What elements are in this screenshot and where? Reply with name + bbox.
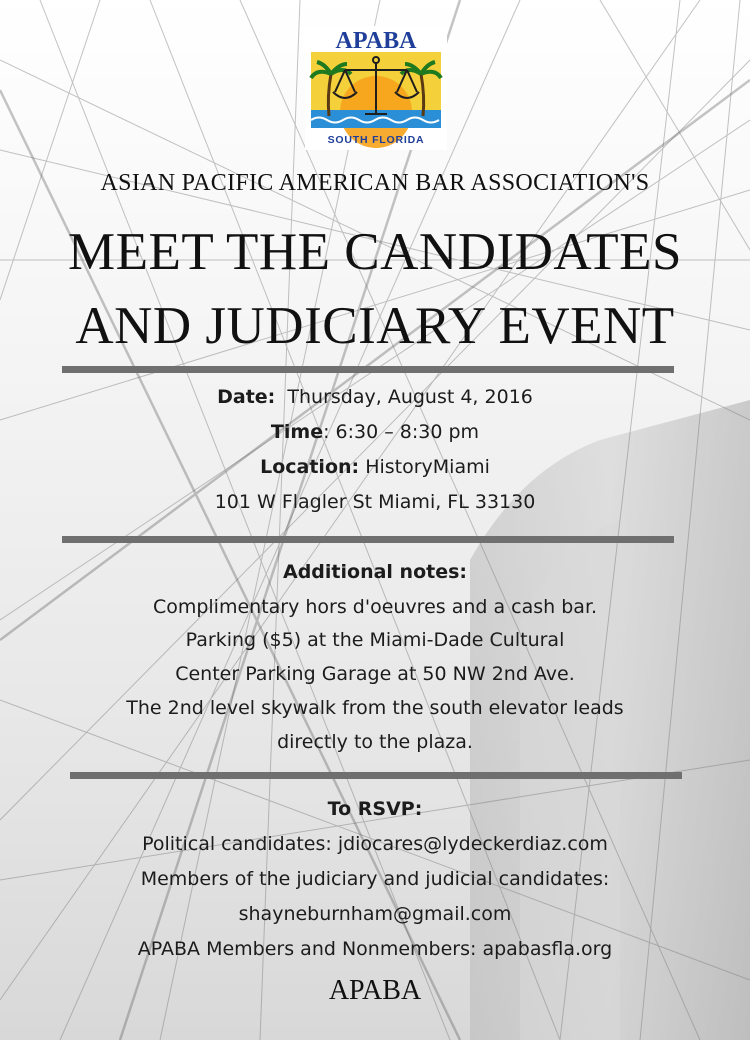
time-label: Time: [270, 421, 324, 443]
logo-region: SOUTH FLORIDA: [327, 134, 425, 146]
logo-acronym: APABA: [335, 28, 417, 54]
rsvp-judiciary: Members of the judiciary and judicial candidates:: [140, 868, 610, 890]
event-title-line-2: AND JUDICIARY EVENT: [75, 297, 675, 355]
notes-line: Center Parking Garage at 50 NW 2nd Ave.: [175, 663, 575, 685]
rsvp-heading: [0, 798, 750, 820]
rsvp-heading-text: To RSVP:: [327, 798, 423, 820]
time-line: [0, 421, 750, 443]
apaba-logo: [305, 26, 447, 150]
footer-signature: APABA: [328, 975, 422, 1006]
location-value: HistoryMiami: [365, 456, 490, 478]
organization-name: ASIAN PACIFIC AMERICAN BAR ASSOCIATION'S: [100, 170, 650, 196]
date-label: Date:: [217, 386, 276, 408]
rsvp-members: APABA Members and Nonmembers: apabasfla.org: [137, 938, 613, 960]
notes-line: Parking ($5) at the Miami-Dade Cultural: [185, 629, 565, 651]
divider: [62, 366, 674, 373]
date-value: Thursday, August 4, 2016: [287, 386, 533, 408]
notes-line: directly to the plaza.: [277, 731, 473, 753]
location-label: Location:: [260, 456, 360, 478]
notes-heading: [0, 561, 750, 583]
time-value: : 6:30 – 8:30 pm: [323, 421, 480, 443]
divider: [70, 772, 682, 779]
notes-line: Complimentary hors d'oeuvres and a cash bar.: [152, 596, 598, 618]
rsvp-political-candidates: Political candidates: jdiocares@lydeckerdiaz.com: [142, 833, 608, 855]
notes-heading-text: Additional notes:: [283, 561, 467, 583]
notes-line: The 2nd level skywalk from the south elevator leads: [126, 697, 624, 719]
address-line: 101 W Flagler St Miami, FL 33130: [214, 491, 536, 513]
location-line: [0, 456, 750, 478]
date-line: [0, 386, 750, 408]
event-title-line-1: MEET THE CANDIDATES: [67, 223, 683, 281]
divider: [62, 536, 674, 543]
rsvp-judiciary-email: shayneburnham@gmail.com: [238, 903, 512, 925]
